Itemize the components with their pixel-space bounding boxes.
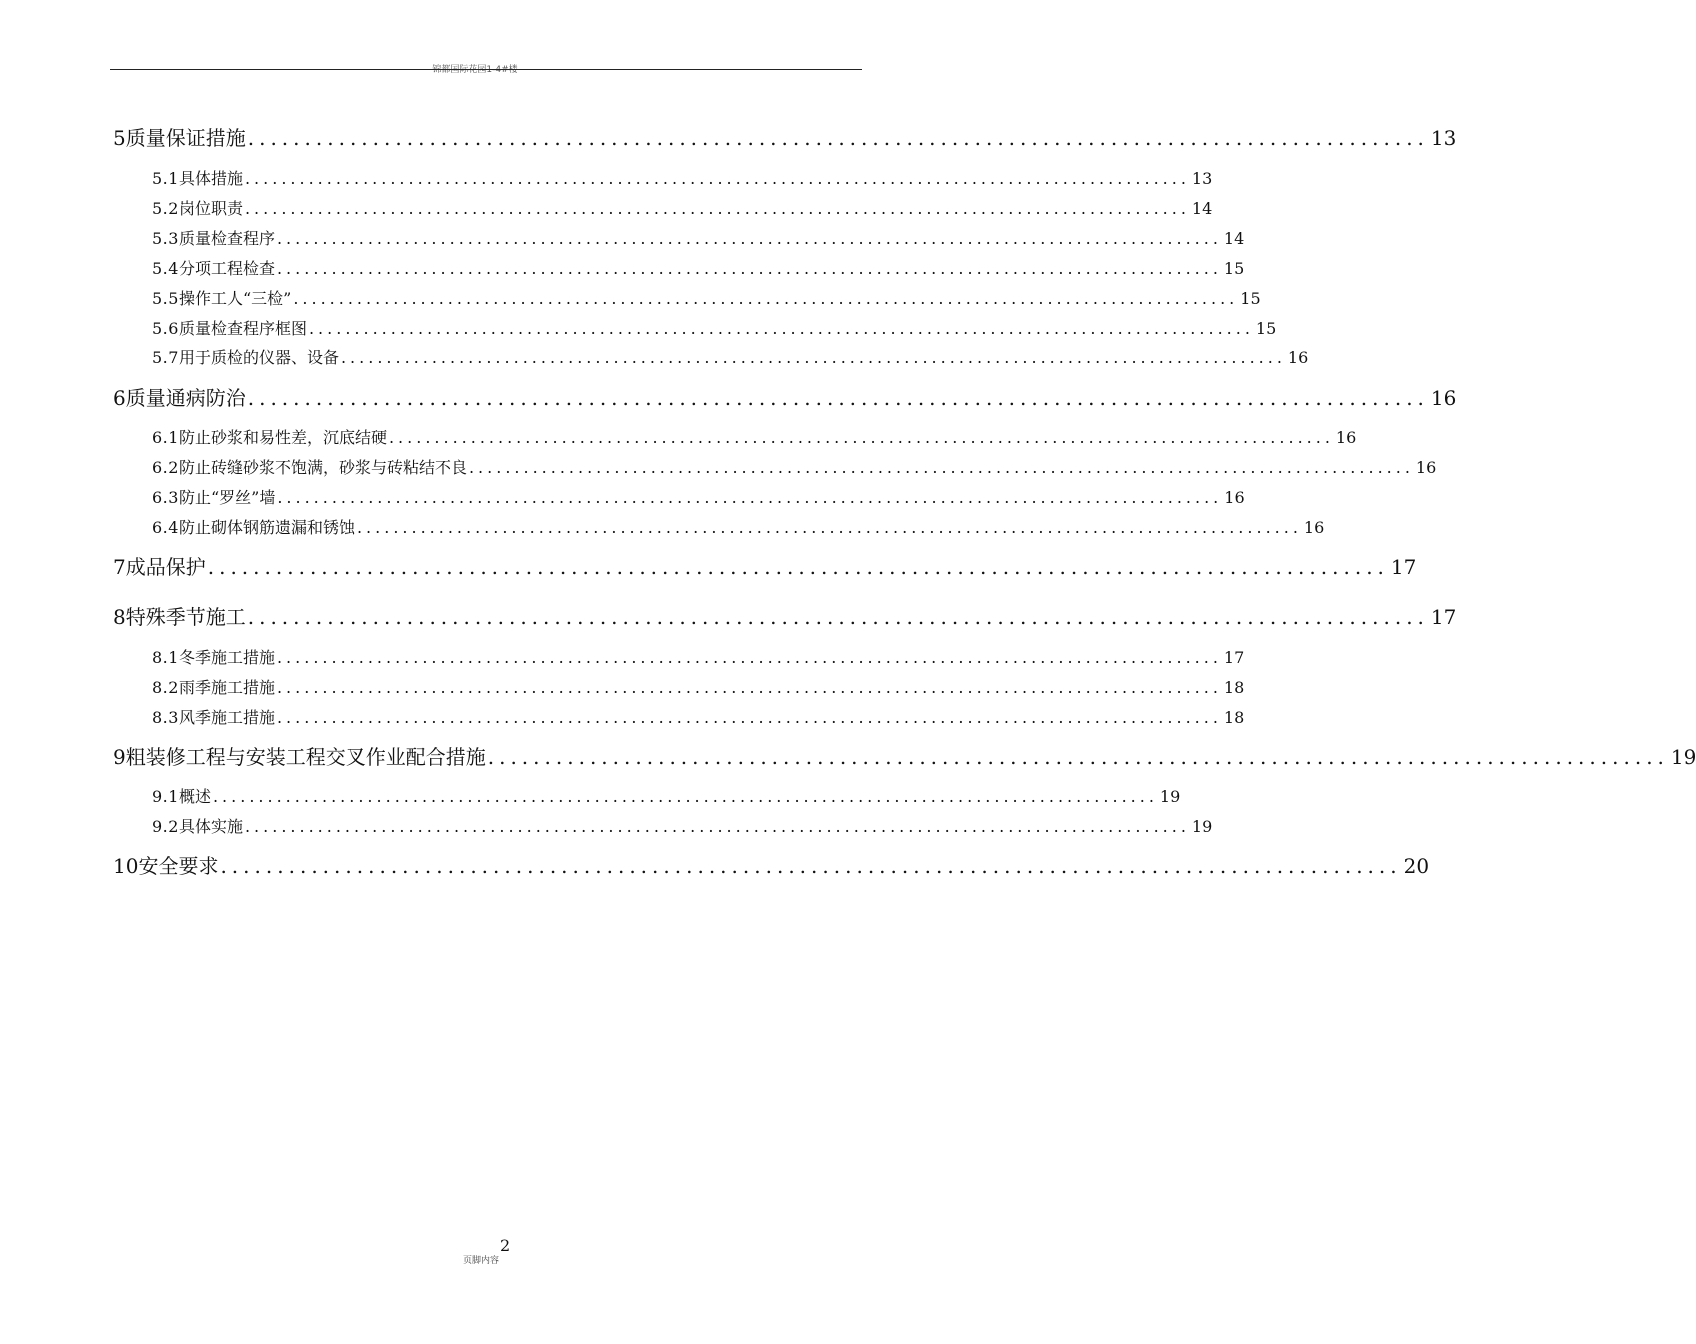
toc-title: 冬季施工措施 (178, 648, 275, 667)
toc-number: 5 (113, 126, 126, 150)
toc-title: 分项工程检查 (178, 259, 275, 278)
toc-leader: ........................................................................................................ (340, 348, 1286, 367)
toc-leader: ........................................................................................................ (468, 458, 1414, 477)
toc-page: 16 (1303, 518, 1325, 537)
toc-number: 9.1 (152, 787, 179, 806)
toc-number: 5.3 (152, 229, 179, 248)
footer-label: 页脚内容 (463, 1256, 500, 1266)
toc-title: 风季施工措施 (178, 708, 275, 727)
toc-leader: ........................................................................................................ (487, 745, 1669, 769)
toc-title: 质量通病防治 (125, 386, 246, 410)
toc-page: 16 (1335, 428, 1357, 447)
toc-leader: ........................................................................................................ (244, 169, 1190, 188)
toc-number: 8.3 (152, 708, 179, 727)
toc-leader: ........................................................................................................ (220, 854, 1402, 878)
toc-title: 操作工人“三检” (178, 289, 292, 308)
toc-number: 8.2 (152, 678, 179, 697)
toc-entry[interactable] (152, 166, 1213, 189)
toc-page: 20 (1403, 854, 1430, 878)
toc-number: 6.1 (152, 428, 179, 447)
toc-page: 15 (1240, 289, 1261, 308)
toc-entry[interactable] (113, 601, 1457, 630)
toc-leader: ........................................................................................................ (207, 555, 1389, 579)
toc-page: 16 (1415, 458, 1437, 477)
toc-entry[interactable] (152, 814, 1213, 837)
toc-page: 17 (1430, 605, 1457, 629)
toc-title: 安全要求 (138, 854, 219, 878)
toc-page: 17 (1390, 555, 1417, 579)
toc-entry[interactable] (113, 122, 1457, 151)
toc-entry[interactable] (152, 515, 1325, 538)
toc-title: 防止砌体钢筋遗漏和锈蚀 (178, 518, 355, 537)
toc-number: 5.6 (152, 319, 179, 338)
toc-number: 5.7 (152, 348, 179, 367)
toc-title: 粗装修工程与安装工程交叉作业配合措施 (125, 745, 486, 769)
toc-page: 13 (1191, 169, 1213, 188)
toc-leader: ........................................................................................................ (356, 518, 1302, 537)
toc-title: 具体实施 (178, 817, 243, 836)
toc-number: 8.1 (152, 648, 179, 667)
running-header: 锦都国际花园1-4#楼 (432, 65, 518, 75)
toc-entry[interactable] (152, 256, 1245, 279)
toc-number: 7 (113, 555, 126, 579)
toc-leader: ........................................................................................................ (277, 488, 1223, 507)
toc-number: 6.2 (152, 458, 179, 477)
toc-entry[interactable] (152, 485, 1245, 508)
toc-entry[interactable] (113, 741, 1696, 770)
toc-title: 概述 (178, 787, 211, 806)
toc-page: 14 (1223, 229, 1245, 248)
toc-number: 5.1 (152, 169, 179, 188)
header-divider (110, 69, 862, 70)
toc-leader: ........................................................................................................ (276, 648, 1222, 667)
toc-page: 19 (1670, 745, 1696, 769)
toc-number: 10 (113, 854, 139, 878)
toc-number: 9 (113, 745, 126, 769)
toc-title: 岗位职责 (178, 199, 243, 218)
toc-page: 16 (1430, 386, 1457, 410)
toc-page: 15 (1255, 319, 1277, 338)
toc-leader: ........................................................................................................ (244, 817, 1190, 836)
toc-page: 14 (1191, 199, 1213, 218)
toc-title: 防止“罗丝”墙 (178, 488, 276, 507)
toc-page: 16 (1224, 488, 1245, 507)
toc-leader: ........................................................................................................ (247, 605, 1429, 629)
footer-page-number: 2 (500, 1236, 511, 1255)
toc-page: 19 (1191, 817, 1213, 836)
toc-leader: ........................................................................................................ (247, 386, 1429, 410)
toc-entry[interactable] (113, 382, 1457, 411)
toc-entry[interactable] (152, 196, 1213, 219)
toc-number: 5.2 (152, 199, 179, 218)
toc-title: 雨季施工措施 (178, 678, 275, 697)
toc-number: 6 (113, 386, 126, 410)
toc-leader: ........................................................................................................ (388, 428, 1334, 447)
toc-page: 17 (1223, 648, 1245, 667)
toc-leader: ........................................................................................................ (276, 678, 1222, 697)
toc-title: 用于质检的仪器、设备 (178, 348, 339, 367)
toc-page: 13 (1430, 126, 1457, 150)
toc-page: 16 (1287, 348, 1309, 367)
toc-page: 18 (1223, 708, 1245, 727)
toc-number: 9.2 (152, 817, 179, 836)
toc-entry[interactable] (152, 784, 1181, 807)
toc-entry[interactable] (152, 425, 1357, 448)
toc-entry[interactable] (152, 345, 1309, 368)
toc-entry[interactable] (152, 316, 1277, 339)
toc-title: 防止砂浆和易性差，沉底结硬 (178, 428, 387, 447)
toc-entry[interactable] (152, 226, 1245, 249)
toc-number: 5.4 (152, 259, 179, 278)
toc-leader: ........................................................................................................ (212, 787, 1158, 806)
toc-number: 8 (113, 605, 126, 629)
toc-leader: ........................................................................................................ (244, 199, 1190, 218)
toc-leader: ........................................................................................................ (293, 289, 1239, 308)
toc-title: 特殊季节施工 (125, 605, 246, 629)
toc-number: 6.3 (152, 488, 179, 507)
toc-leader: ........................................................................................................ (276, 229, 1222, 248)
toc-number: 6.4 (152, 518, 179, 537)
toc-entry[interactable] (152, 286, 1261, 309)
toc-page: 19 (1159, 787, 1181, 806)
toc-leader: ........................................................................................................ (276, 259, 1222, 278)
toc-title: 防止砖缝砂浆不饱满，砂浆与砖粘结不良 (178, 458, 467, 477)
toc-entry[interactable] (152, 455, 1437, 478)
toc-leader: ........................................................................................................ (276, 708, 1222, 727)
toc-page: 18 (1223, 678, 1245, 697)
toc-entry[interactable] (113, 850, 1430, 879)
toc-title: 质量检查程序框图 (178, 319, 307, 338)
toc-title: 质量检查程序 (178, 229, 275, 248)
toc-leader: ........................................................................................................ (247, 126, 1429, 150)
toc-title: 具体措施 (178, 169, 243, 188)
toc-page: 15 (1223, 259, 1245, 278)
toc-entry[interactable] (152, 645, 1245, 668)
toc-number: 5.5 (152, 289, 179, 308)
toc-title: 成品保护 (125, 555, 206, 579)
toc-leader: ........................................................................................................ (308, 319, 1254, 338)
toc-entry[interactable] (152, 675, 1245, 698)
toc-entry[interactable] (113, 551, 1417, 580)
toc-entry[interactable] (152, 705, 1245, 728)
toc-title: 质量保证措施 (125, 126, 246, 150)
